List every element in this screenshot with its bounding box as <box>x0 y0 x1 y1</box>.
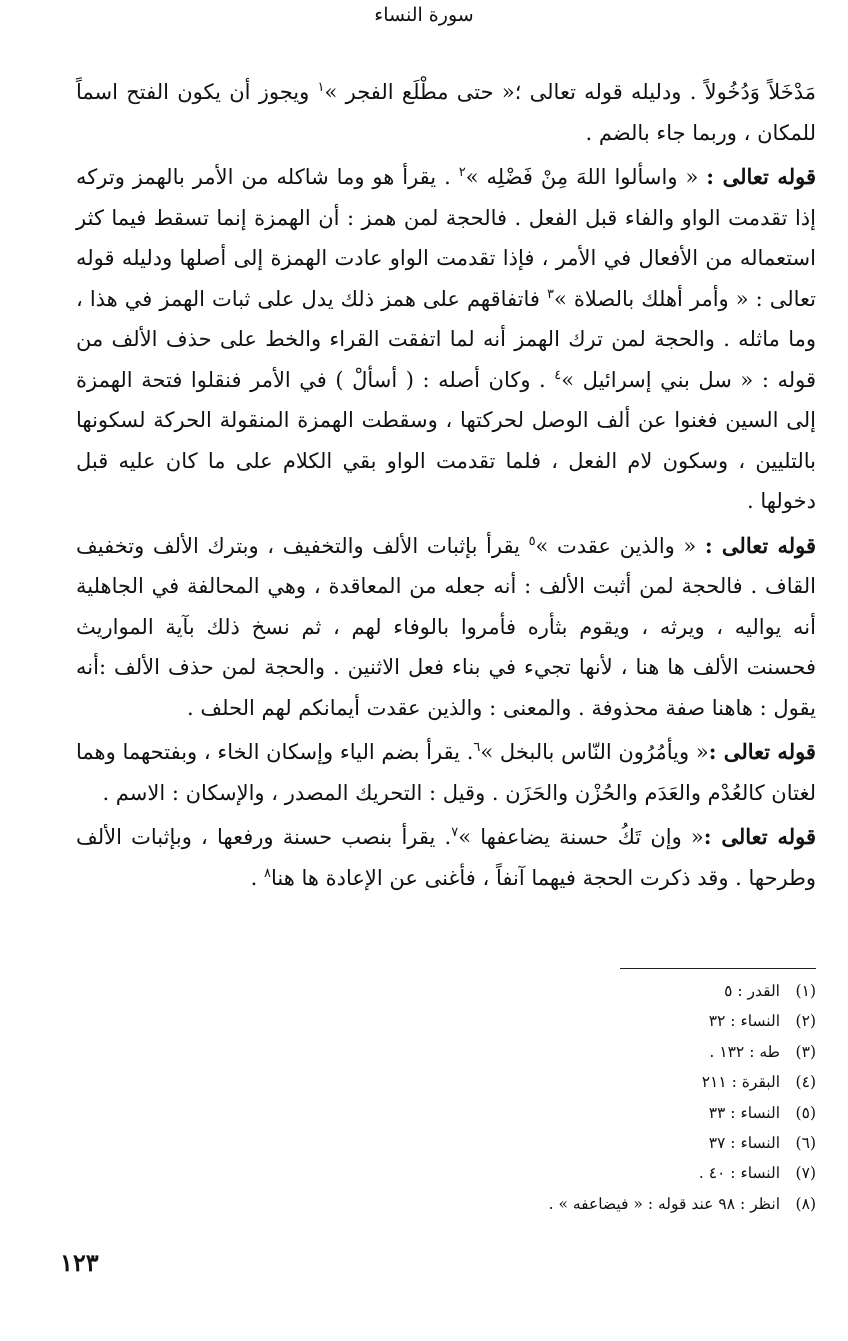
paragraph-5-text: « والذين عقدت » <box>535 533 705 558</box>
footnote-number: (١) <box>795 982 816 1000</box>
main-text <box>76 72 816 898</box>
footnote-text: طه : ١٣٢ . <box>709 1042 780 1061</box>
paragraph-5 <box>76 526 816 729</box>
page-number: ١٢٣ <box>60 1248 99 1277</box>
footnote-ref-5[interactable]: ٥ <box>528 533 536 549</box>
footnote-number: (٤) <box>795 1073 816 1092</box>
footnote-separator <box>620 968 816 969</box>
footnote-ref-3[interactable]: ٣ <box>547 286 554 302</box>
footnote-text: انظر : ٩٨ عند قوله : « فيضاعفه » . <box>548 1194 780 1213</box>
footnote-number: (٥) <box>795 1103 816 1122</box>
footnote-number: (٢) <box>795 1012 816 1031</box>
footnote-ref-8[interactable]: ٨ <box>264 865 271 881</box>
paragraph-7-lead: قوله تعالى : <box>703 824 816 849</box>
paragraph-7-text: « وإن تَكُ حسنة يضاعفها » <box>458 825 704 849</box>
footnote-item <box>486 1067 816 1097</box>
paragraph-5-tail: يقرأ بإثبات الألف والتخفيف ، وبترك الألف وتخفيف القاف . فالحجة لمن أثبت الألف : أنه جعله من المعاقدة ، وهي المحالفة في الجاهلية أنه يواليه ، ويرثه ، ويقوم بثأره فأمروا بالوفاء لهم ، ثم نسخ ذلك بآية المواريث فحسنت الألف ها هنا ، لأنها تجيء في بناء فعل الاثنين . والحجة لمن حذف الألف :أنه يقول : هاهنا صفة محذوفة . والمعنى : والذين عقدت أيمانكم لهم الحلف . <box>76 533 816 720</box>
paragraph-6 <box>76 732 816 813</box>
footnote-number: (٣) <box>795 1042 816 1061</box>
paragraph-3-tail: فاتفاقهم على همز ذلك يدل على ثبات الهمز في هذا ، وما ماثله . والحجة لمن ترك الهمز أنه لما اتفقت القراء والخط على حذف الألف من قوله : « سل بني إسرائيل » <box>76 286 816 392</box>
footnote-ref-7[interactable]: ٧ <box>451 825 459 840</box>
footnote-item <box>486 1098 816 1128</box>
paragraph-2-lead: قوله تعالى : <box>706 164 816 189</box>
footnote-text: القدر : ٥ <box>724 982 780 1000</box>
footnote-ref-2[interactable]: ٢ <box>458 165 466 180</box>
footnote-item <box>486 1037 816 1067</box>
paragraph-2 <box>76 157 816 522</box>
paragraph-5-lead: قوله تعالى : <box>704 532 816 558</box>
footnote-item <box>486 1128 816 1158</box>
footnote-number: (٨) <box>795 1194 816 1213</box>
paragraph-1-text: مَدْخَلاً وَدُخُولاً . ودليله قوله تعالى ؛« حتى مطْلَع الفجر » <box>324 80 816 104</box>
footnote-text: النساء : ٣٣ <box>708 1103 780 1122</box>
paragraph-2-text: « واسألوا اللهَ مِنْ فَضْلِه » <box>465 165 707 189</box>
footnote-text: النساء : ٤٠ . <box>698 1164 780 1183</box>
paragraph-7 <box>76 817 816 898</box>
footnote-text: البقرة : ٢١١ <box>701 1073 780 1092</box>
paragraph-1-tail: ويجوز أن يكون الفتح اسماً للمكان ، وربما جاء بالضم . <box>76 80 816 145</box>
paragraph-6-lead: قوله تعالى : <box>708 739 816 764</box>
footnote-ref-6[interactable]: ٦ <box>473 740 481 755</box>
footnote-item <box>486 976 816 1006</box>
paragraph-2-tail: . يقرأ هو وما شاكله من الأمر بالهمز وتركه إذا تقدمت الواو والفاء قبل الفعل . فالحجة لمن همز : أن الهمزة إنما تسقط فيما كثر استعماله من الأفعال في الأمر ، فإذا تقدمت الواو عادت الهمزة إلى أصلها ودليله قوله تعالى : « وأمر أهلك بالصلاة » <box>76 165 817 311</box>
paragraph-7-end: . <box>250 865 264 890</box>
paragraph-7-tail: . يقرأ بنصب حسنة ورفعها ، وبإثبات الألف وطرحها . وقد ذكرت الحجة فيهما آنفاً ، فأغنى عن الإعادة ها هنا <box>76 825 816 890</box>
paragraph-4-tail: . وكان أصله : ( أسألْ ) في الأمر فنقلوا فتحة الهمزة إلى السين فغنوا عن ألف الوصل لحركتها ، وسقطت الهمزة المنقولة الحركة لسكونها بالتليين ، وسكون لام الفعل ، فلما تقدمت الواو بقي الكلام على ما كان عليه قبل دخولها . <box>76 367 816 513</box>
footnote-item <box>486 1189 816 1219</box>
footnotes <box>486 976 816 1219</box>
footnote-text: النساء : ٣٢ <box>708 1012 780 1031</box>
footnote-number: (٧) <box>795 1164 816 1183</box>
paragraph-6-text: « ويأمُرُون النّاس بالبخل » <box>480 740 709 764</box>
footnote-number: (٦) <box>795 1133 816 1152</box>
footnote-ref-1[interactable]: ١ <box>317 80 325 95</box>
running-header: سورة النساء <box>374 4 474 26</box>
paragraph-6-tail: . يقرأ بضم الياء وإسكان الخاء ، وبفتحهما وهما لغتان كالعُدْم والعَدَم والحُزْن والحَزَن . وقيل : التحريك المصدر ، والإسكان : الاسم . <box>76 740 816 805</box>
footnote-text: النساء : ٣٧ <box>708 1133 780 1152</box>
footnote-item <box>486 1006 816 1036</box>
footnote-ref-4[interactable]: ٤ <box>554 367 562 383</box>
footnote-item <box>486 1158 816 1188</box>
paragraph-1 <box>76 72 816 153</box>
